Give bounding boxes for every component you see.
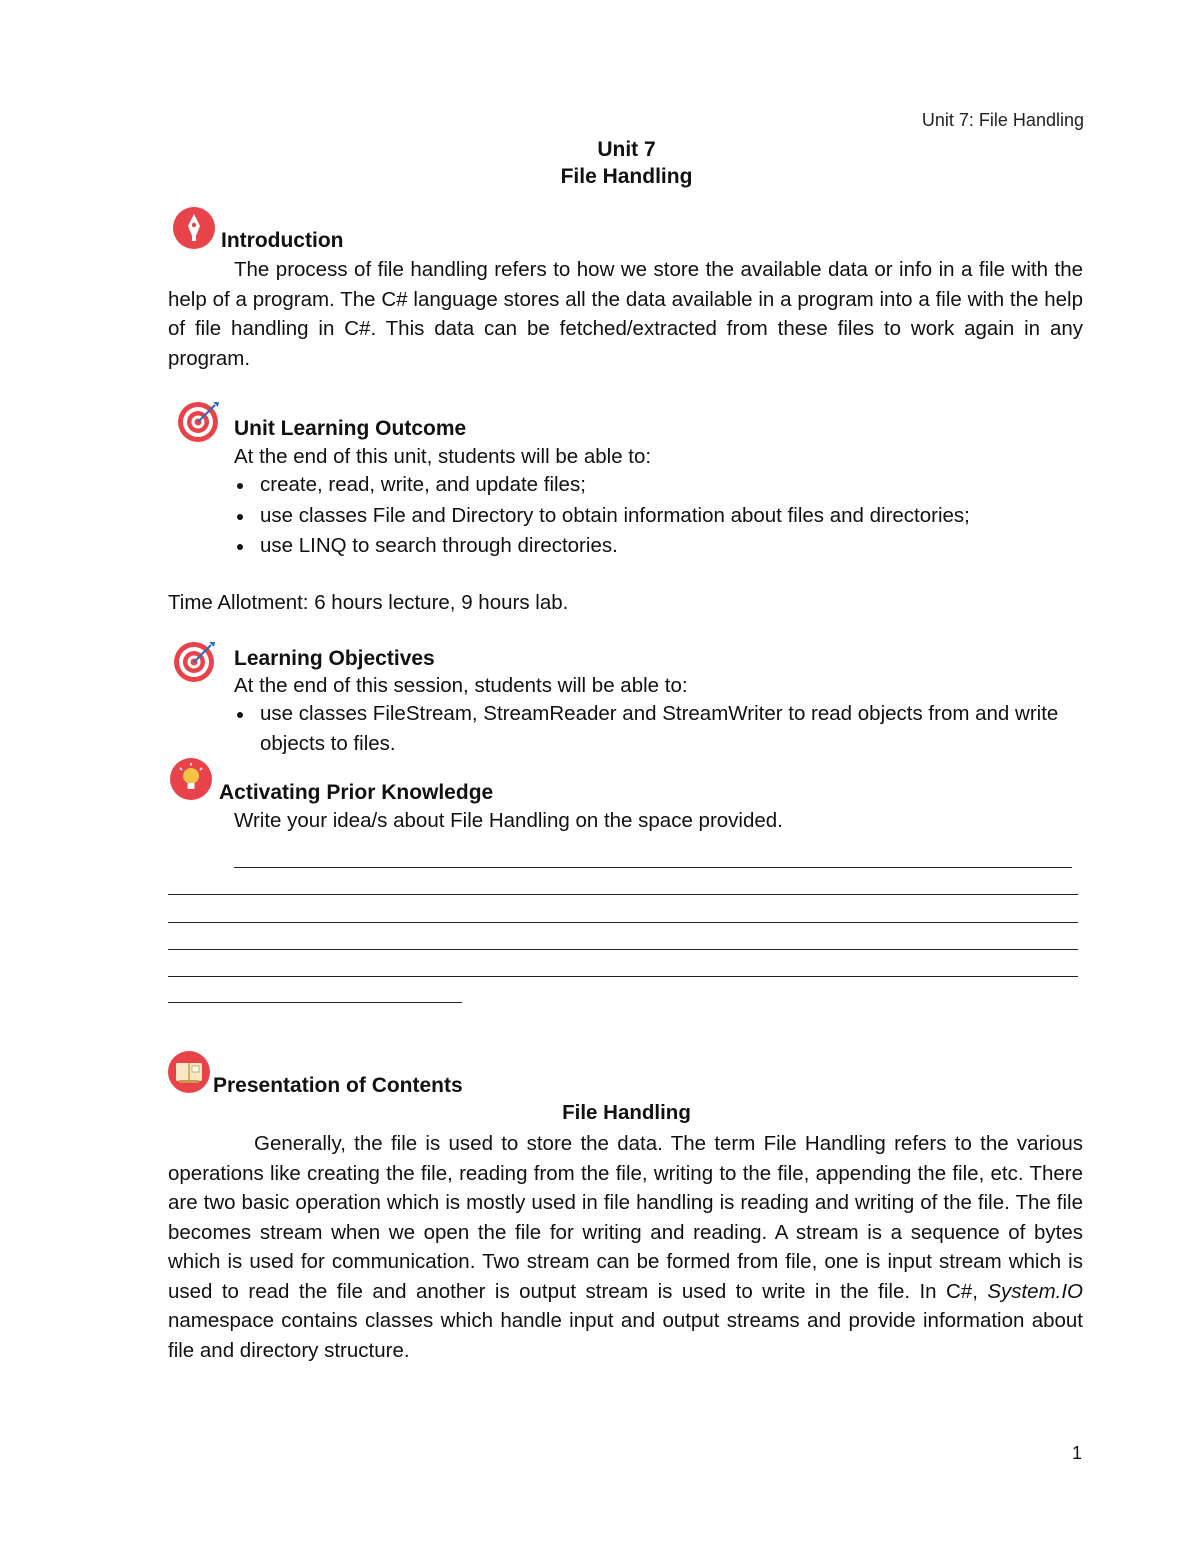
learning-objectives-heading: Learning Objectives (234, 647, 435, 670)
answer-line (168, 894, 1078, 895)
introduction-heading: Introduction (221, 229, 344, 252)
answer-line (168, 922, 1078, 923)
unit-learning-outcome-heading: Unit Learning Outcome (234, 417, 467, 440)
unit-title: Unit 7 (597, 138, 656, 161)
presentation-body-end: namespace contains classes which handle input and output streams and provide information about file and directory structure. (168, 1309, 1083, 1362)
answer-line (168, 949, 1078, 950)
presentation-body-start: Generally, the file is used to store the data. The term File Handling refers to the various operations like creating the file, reading from the file, writing to the file, appending the file, etc. There are two basic operation which is mostly used in file handling is reading and writing of the file. The file becomes stream when we open the file for writing and reading. A stream is a sequence of bytes which is used for communication. Two stream can be formed from file, one is input stream which is used to read the file and another is output stream is used to write in the file. In C#, (168, 1132, 1083, 1303)
answer-line (168, 976, 1078, 977)
page-title: File Handling (560, 165, 693, 188)
learning-objectives-list (234, 699, 1084, 758)
activating-prior-knowledge-prompt: Write your idea/s about File Handling on the space provided. (234, 809, 783, 832)
unit-learning-outcome-list (234, 470, 1094, 562)
answer-line (168, 1002, 462, 1003)
activating-prior-knowledge-heading: Activating Prior Knowledge (219, 781, 494, 804)
lightbulb-icon (169, 757, 213, 801)
introduction-body: The process of file handling refers to how we store the available data or info in a file with the help of a program. The C# language stores all the data available in a program into a file with the help of file handling in C#. This data can be fetched/extracted from these files to work again in any program. (168, 258, 1083, 370)
introduction-paragraph (168, 255, 1083, 373)
pen-icon (172, 206, 216, 250)
target-icon (172, 638, 218, 684)
namespace-name: System.IO (987, 1279, 1083, 1303)
list-item: use LINQ to search through directories. (234, 531, 1094, 562)
answer-line (234, 867, 1072, 868)
running-header: Unit 7: File Handling (921, 110, 1084, 130)
page-number: 1 (1071, 1443, 1082, 1463)
presentation-heading: Presentation of Contents (213, 1074, 463, 1097)
presentation-paragraph (168, 1129, 1083, 1365)
unit-learning-outcome-lead: At the end of this unit, students will be able to: (234, 445, 652, 468)
book-icon (167, 1050, 211, 1094)
list-item: use classes File and Directory to obtain information about files and directories; (234, 501, 1094, 532)
list-item: use classes FileStream, StreamReader and StreamWriter to read objects from and write objects to files. (234, 699, 1084, 758)
target-icon (176, 398, 222, 444)
learning-objectives-lead: At the end of this session, students will be able to: (234, 674, 688, 697)
time-allotment: Time Allotment: 6 hours lecture, 9 hours lab. (168, 591, 569, 614)
list-item: create, read, write, and update files; (234, 470, 1094, 501)
presentation-subheading: File Handling (562, 1101, 691, 1124)
